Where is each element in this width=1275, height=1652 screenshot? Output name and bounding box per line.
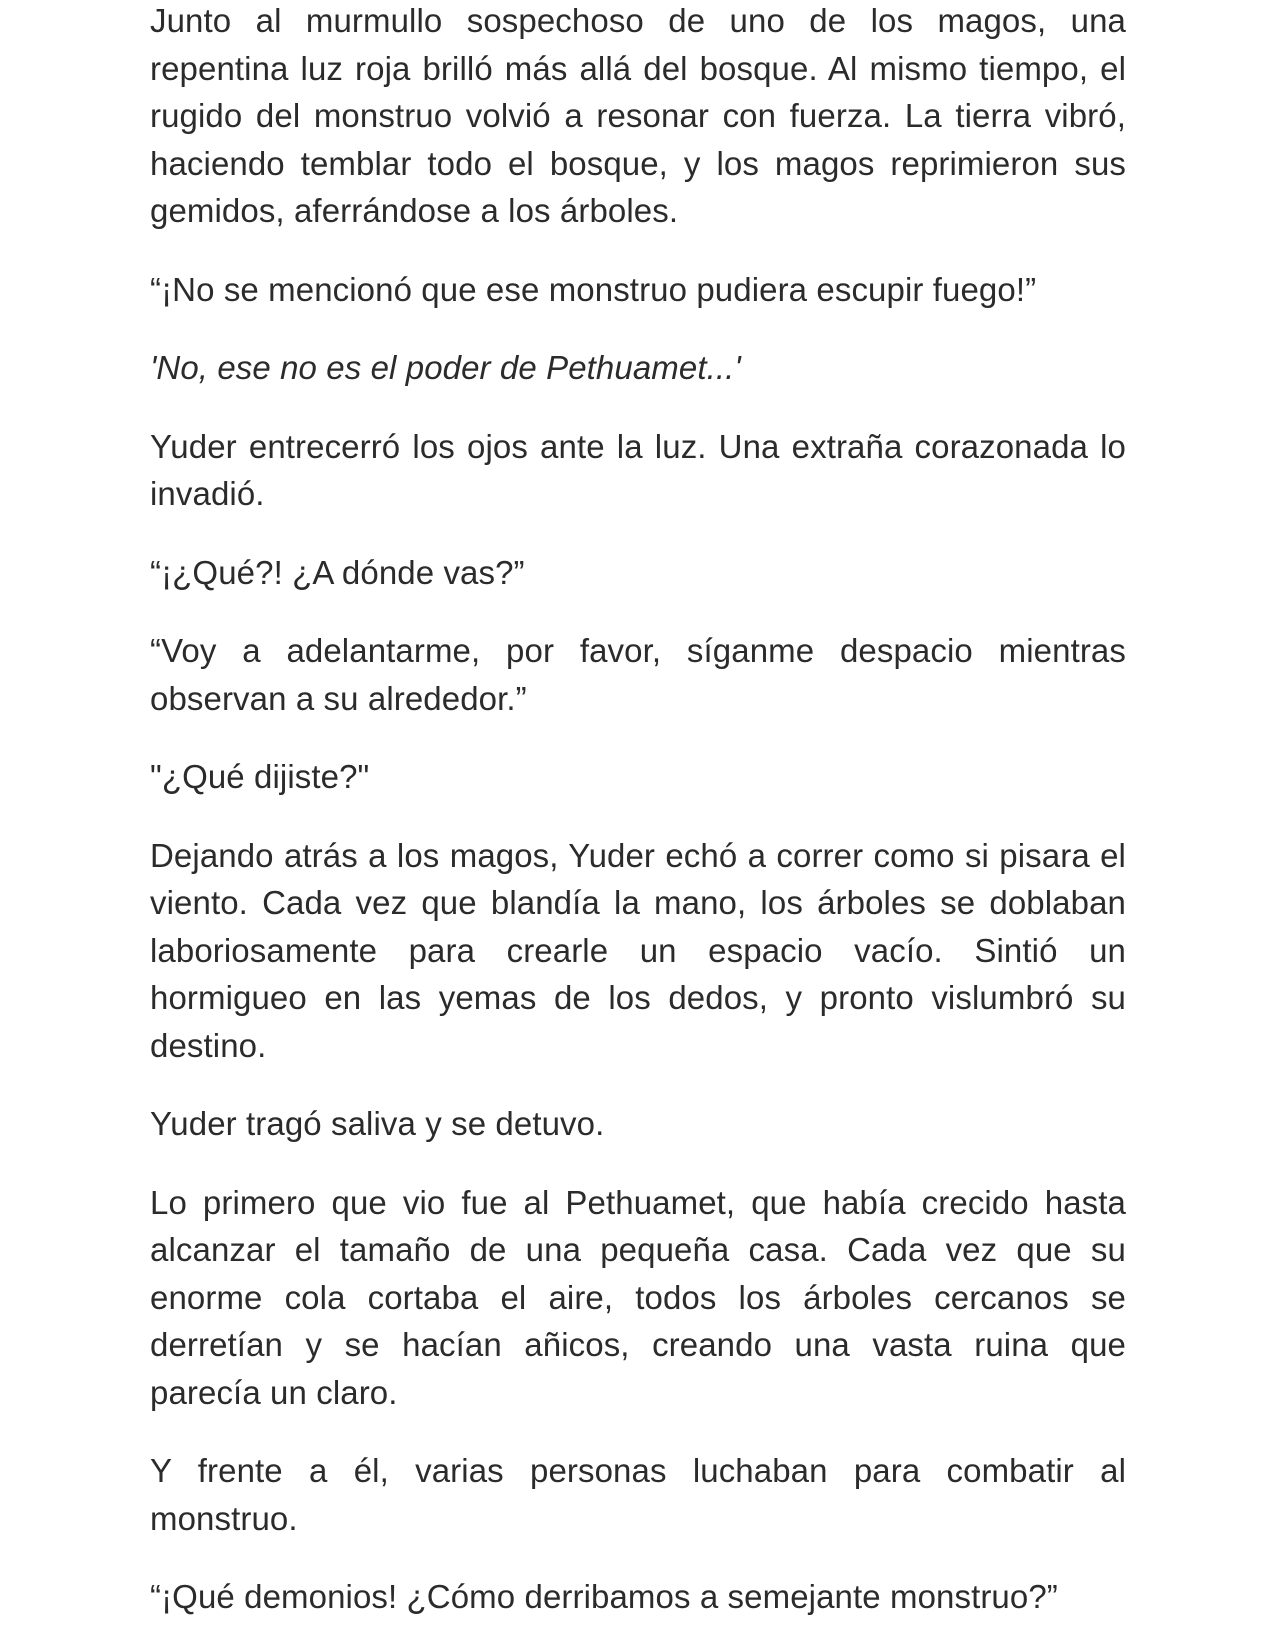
paragraph-5-dialogue: “¡¿Qué?! ¿A dónde vas?” — [150, 553, 525, 591]
document-page — [150, 0, 1126, 1652]
paragraph-2-dialogue: “¡No se mencionó que ese monstruo pudiera escupir fuego!” — [150, 270, 1037, 308]
paragraph-7-dialogue: "¿Qué dijiste?" — [150, 758, 370, 795]
paragraph-4: Yuder entrecerró los ojos ante la luz. Una extraña corazonada lo invadió. — [150, 427, 1126, 512]
paragraph-12-dialogue: “¡Qué demonios! ¿Cómo derribamos a semejante monstruo?” — [150, 1578, 1058, 1615]
paragraph-11: Y frente a él, varias personas luchaban para combatir al monstruo. — [150, 1452, 1126, 1537]
paragraph-3-thought: 'No, ese no es el poder de Pethuamet...' — [150, 349, 741, 386]
paragraph-6-dialogue: “Voy a adelantarme, por favor, síganme despacio mientras observan a su alrededor.” — [150, 632, 1126, 717]
paragraph-8: Dejando atrás a los magos, Yuder echó a correr como si pisara el viento. Cada vez que blandía la mano, los árboles se doblaban laboriosamente para crearle un espacio vacío. Sintió un hormigueo en las yemas de los dedos, y pronto vislumbró su destino. — [150, 836, 1126, 1064]
paragraph-9: Yuder tragó saliva y se detuvo. — [150, 1105, 605, 1142]
paragraph-1: Junto al murmullo sospechoso de uno de los magos, una repentina luz roja brilló más allá del bosque. Al mismo tiempo, el rugido del monstruo volvió a resonar con fuerza. La tierra vibró, haciendo temblar todo el bosque, y los magos reprimieron sus gemidos, aferrándose a los árboles. — [150, 2, 1126, 229]
paragraph-10: Lo primero que vio fue al Pethuamet, que había crecido hasta alcanzar el tamaño de una pequeña casa. Cada vez que su enorme cola cortaba el aire, todos los árboles cercanos se derretían y se hacían añicos, creando una vasta ruina que parecía un claro. — [150, 1183, 1126, 1411]
